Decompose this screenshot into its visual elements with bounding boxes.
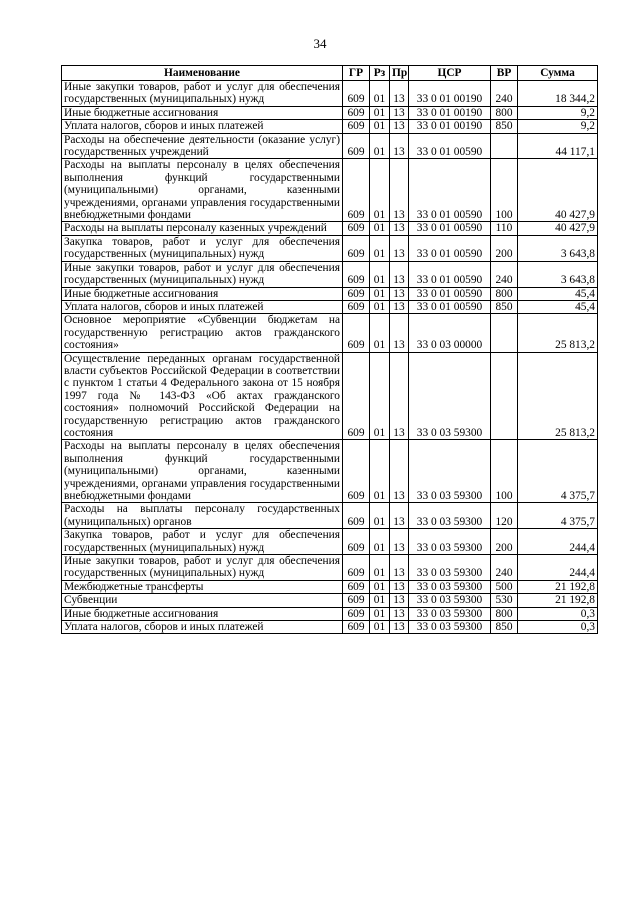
budget-table: [61, 65, 598, 634]
table-row: [62, 594, 598, 607]
cell-name: Иные бюджетные ассигнования: [62, 607, 343, 620]
table-row: [62, 133, 598, 159]
cell-vr: 850: [491, 120, 518, 133]
cell-csr: 33 0 03 59300: [409, 440, 491, 503]
cell-sum: 25 813,2: [518, 314, 598, 352]
table-row: [62, 580, 598, 593]
table-row: [62, 300, 598, 313]
cell-vr: [491, 314, 518, 352]
cell-rz: 01: [370, 594, 390, 607]
cell-sum: 244,4: [518, 529, 598, 555]
cell-pr: 13: [390, 300, 409, 313]
cell-csr: 33 0 03 59300: [409, 555, 491, 581]
cell-csr: 33 0 03 59300: [409, 529, 491, 555]
cell-vr: 110: [491, 222, 518, 235]
header-vr: ВР: [491, 66, 518, 81]
cell-sum: 25 813,2: [518, 352, 598, 440]
cell-gr: 609: [343, 133, 370, 159]
cell-sum: 3 643,8: [518, 261, 598, 287]
cell-rz: 01: [370, 106, 390, 119]
cell-name: Основное мероприятие «Субвенции бюджетам на государственную регистрацию актов гражданского состояния»: [62, 314, 343, 352]
cell-rz: 01: [370, 607, 390, 620]
cell-vr: 240: [491, 81, 518, 107]
cell-gr: 609: [343, 352, 370, 440]
cell-sum: 44 117,1: [518, 133, 598, 159]
cell-sum: 3 643,8: [518, 235, 598, 261]
cell-gr: 609: [343, 287, 370, 300]
cell-csr: 33 0 01 00590: [409, 300, 491, 313]
cell-vr: 850: [491, 621, 518, 634]
header-gr: ГР: [343, 66, 370, 81]
cell-name: Иные закупки товаров, работ и услуг для обеспечения государственных (муниципальных) нужд: [62, 261, 343, 287]
cell-sum: 4 375,7: [518, 440, 598, 503]
cell-pr: 13: [390, 529, 409, 555]
cell-name: Расходы на выплаты персоналу в целях обеспечения выполнения функций государственными (муниципальными) органами, казенными учреждениями, органами управления государственными внебюджетными фондами: [62, 440, 343, 503]
cell-pr: 13: [390, 352, 409, 440]
cell-csr: 33 0 03 59300: [409, 580, 491, 593]
cell-csr: 33 0 01 00590: [409, 235, 491, 261]
table-row: [62, 261, 598, 287]
cell-name: Иные закупки товаров, работ и услуг для обеспечения государственных (муниципальных) нужд: [62, 81, 343, 107]
cell-vr: 800: [491, 607, 518, 620]
cell-name: Осуществление переданных органам государственной власти субъектов Российской Федерации в соответствии с пунктом 1 статьи 4 Федерального закона от 15 ноября 1997 года № 143-ФЗ «Об актах гражданского состояния» полномочий Российской Федерации на государственную регистрацию актов гражданского состояния: [62, 352, 343, 440]
cell-pr: 13: [390, 261, 409, 287]
cell-pr: 13: [390, 555, 409, 581]
cell-name: Межбюджетные трансферты: [62, 580, 343, 593]
header-pr: Пр: [390, 66, 409, 81]
cell-name: Субвенции: [62, 594, 343, 607]
cell-gr: 609: [343, 440, 370, 503]
cell-csr: 33 0 03 59300: [409, 503, 491, 529]
cell-rz: 01: [370, 81, 390, 107]
cell-csr: 33 0 01 00590: [409, 133, 491, 159]
cell-gr: 609: [343, 529, 370, 555]
table-row: [62, 352, 598, 440]
cell-sum: 4 375,7: [518, 503, 598, 529]
cell-gr: 609: [343, 222, 370, 235]
cell-name: Расходы на выплаты персоналу казенных учреждений: [62, 222, 343, 235]
cell-gr: 609: [343, 106, 370, 119]
cell-vr: [491, 352, 518, 440]
table-row: [62, 222, 598, 235]
header-name: Наименование: [62, 66, 343, 81]
cell-pr: 13: [390, 133, 409, 159]
cell-sum: 9,2: [518, 120, 598, 133]
cell-rz: 01: [370, 120, 390, 133]
cell-csr: 33 0 01 00190: [409, 106, 491, 119]
cell-csr: 33 0 01 00190: [409, 120, 491, 133]
cell-pr: 13: [390, 314, 409, 352]
cell-pr: 13: [390, 580, 409, 593]
table-row: [62, 81, 598, 107]
table-row: [62, 235, 598, 261]
cell-rz: 01: [370, 300, 390, 313]
cell-pr: 13: [390, 440, 409, 503]
cell-pr: 13: [390, 120, 409, 133]
header-csr: ЦСР: [409, 66, 491, 81]
cell-gr: 609: [343, 159, 370, 222]
cell-pr: 13: [390, 607, 409, 620]
cell-rz: 01: [370, 159, 390, 222]
cell-rz: 01: [370, 503, 390, 529]
cell-pr: 13: [390, 81, 409, 107]
header-sum: Сумма: [518, 66, 598, 81]
cell-vr: 530: [491, 594, 518, 607]
table-header-row: [62, 66, 598, 81]
table-row: [62, 529, 598, 555]
cell-pr: 13: [390, 159, 409, 222]
table-row: [62, 503, 598, 529]
cell-gr: 609: [343, 120, 370, 133]
cell-sum: 18 344,2: [518, 81, 598, 107]
cell-sum: 21 192,8: [518, 594, 598, 607]
cell-name: Расходы на выплаты персоналу в целях обеспечения выполнения функций государственными (муниципальными) органами, казенными учреждениями, органами управления государственными внебюджетными фондами: [62, 159, 343, 222]
cell-gr: 609: [343, 81, 370, 107]
table-row: [62, 440, 598, 503]
cell-sum: 40 427,9: [518, 222, 598, 235]
cell-gr: 609: [343, 503, 370, 529]
cell-gr: 609: [343, 261, 370, 287]
cell-sum: 9,2: [518, 106, 598, 119]
cell-rz: 01: [370, 352, 390, 440]
cell-rz: 01: [370, 580, 390, 593]
cell-csr: 33 0 01 00190: [409, 81, 491, 107]
cell-rz: 01: [370, 555, 390, 581]
table-row: [62, 607, 598, 620]
table-row: [62, 555, 598, 581]
cell-gr: 609: [343, 235, 370, 261]
cell-pr: 13: [390, 222, 409, 235]
header-rz: Рз: [370, 66, 390, 81]
cell-csr: 33 0 03 59300: [409, 607, 491, 620]
cell-vr: 120: [491, 503, 518, 529]
cell-sum: 45,4: [518, 287, 598, 300]
cell-rz: 01: [370, 314, 390, 352]
cell-name: Иные бюджетные ассигнования: [62, 287, 343, 300]
table-row: [62, 314, 598, 352]
cell-csr: 33 0 03 59300: [409, 621, 491, 634]
cell-pr: 13: [390, 594, 409, 607]
cell-sum: 244,4: [518, 555, 598, 581]
cell-rz: 01: [370, 440, 390, 503]
cell-rz: 01: [370, 261, 390, 287]
cell-name: Уплата налогов, сборов и иных платежей: [62, 120, 343, 133]
cell-rz: 01: [370, 529, 390, 555]
cell-rz: 01: [370, 133, 390, 159]
table-row: [62, 106, 598, 119]
cell-sum: 0,3: [518, 621, 598, 634]
cell-vr: 800: [491, 287, 518, 300]
cell-csr: 33 0 01 00590: [409, 261, 491, 287]
cell-vr: 500: [491, 580, 518, 593]
cell-csr: 33 0 01 00590: [409, 159, 491, 222]
cell-pr: 13: [390, 235, 409, 261]
cell-vr: 850: [491, 300, 518, 313]
cell-csr: 33 0 01 00590: [409, 222, 491, 235]
cell-name: Закупка товаров, работ и услуг для обеспечения государственных (муниципальных) нужд: [62, 529, 343, 555]
table-row: [62, 621, 598, 634]
cell-pr: 13: [390, 106, 409, 119]
cell-csr: 33 0 03 59300: [409, 352, 491, 440]
cell-pr: 13: [390, 621, 409, 634]
cell-vr: [491, 133, 518, 159]
table-row: [62, 159, 598, 222]
page-number: 34: [313, 36, 327, 51]
table-body: [62, 81, 598, 634]
cell-vr: 240: [491, 261, 518, 287]
cell-vr: 100: [491, 159, 518, 222]
cell-name: Закупка товаров, работ и услуг для обеспечения государственных (муниципальных) нужд: [62, 235, 343, 261]
cell-vr: 200: [491, 235, 518, 261]
cell-csr: 33 0 03 00000: [409, 314, 491, 352]
cell-rz: 01: [370, 235, 390, 261]
cell-csr: 33 0 03 59300: [409, 594, 491, 607]
table-row: [62, 120, 598, 133]
cell-gr: 609: [343, 555, 370, 581]
cell-rz: 01: [370, 621, 390, 634]
cell-name: Расходы на обеспечение деятельности (оказание услуг) государственных учреждений: [62, 133, 343, 159]
cell-name: Иные закупки товаров, работ и услуг для обеспечения государственных (муниципальных) нужд: [62, 555, 343, 581]
cell-pr: 13: [390, 287, 409, 300]
cell-pr: 13: [390, 503, 409, 529]
cell-gr: 609: [343, 314, 370, 352]
cell-rz: 01: [370, 222, 390, 235]
cell-gr: 609: [343, 300, 370, 313]
cell-name: Иные бюджетные ассигнования: [62, 106, 343, 119]
cell-csr: 33 0 01 00590: [409, 287, 491, 300]
cell-sum: 40 427,9: [518, 159, 598, 222]
cell-vr: 800: [491, 106, 518, 119]
cell-vr: 100: [491, 440, 518, 503]
cell-name: Уплата налогов, сборов и иных платежей: [62, 300, 343, 313]
cell-sum: 45,4: [518, 300, 598, 313]
cell-sum: 21 192,8: [518, 580, 598, 593]
cell-gr: 609: [343, 594, 370, 607]
cell-vr: 200: [491, 529, 518, 555]
cell-sum: 0,3: [518, 607, 598, 620]
cell-rz: 01: [370, 287, 390, 300]
cell-gr: 609: [343, 580, 370, 593]
cell-name: Расходы на выплаты персоналу государственных (муниципальных) органов: [62, 503, 343, 529]
cell-name: Уплата налогов, сборов и иных платежей: [62, 621, 343, 634]
cell-gr: 609: [343, 621, 370, 634]
cell-gr: 609: [343, 607, 370, 620]
table-row: [62, 287, 598, 300]
cell-vr: 240: [491, 555, 518, 581]
